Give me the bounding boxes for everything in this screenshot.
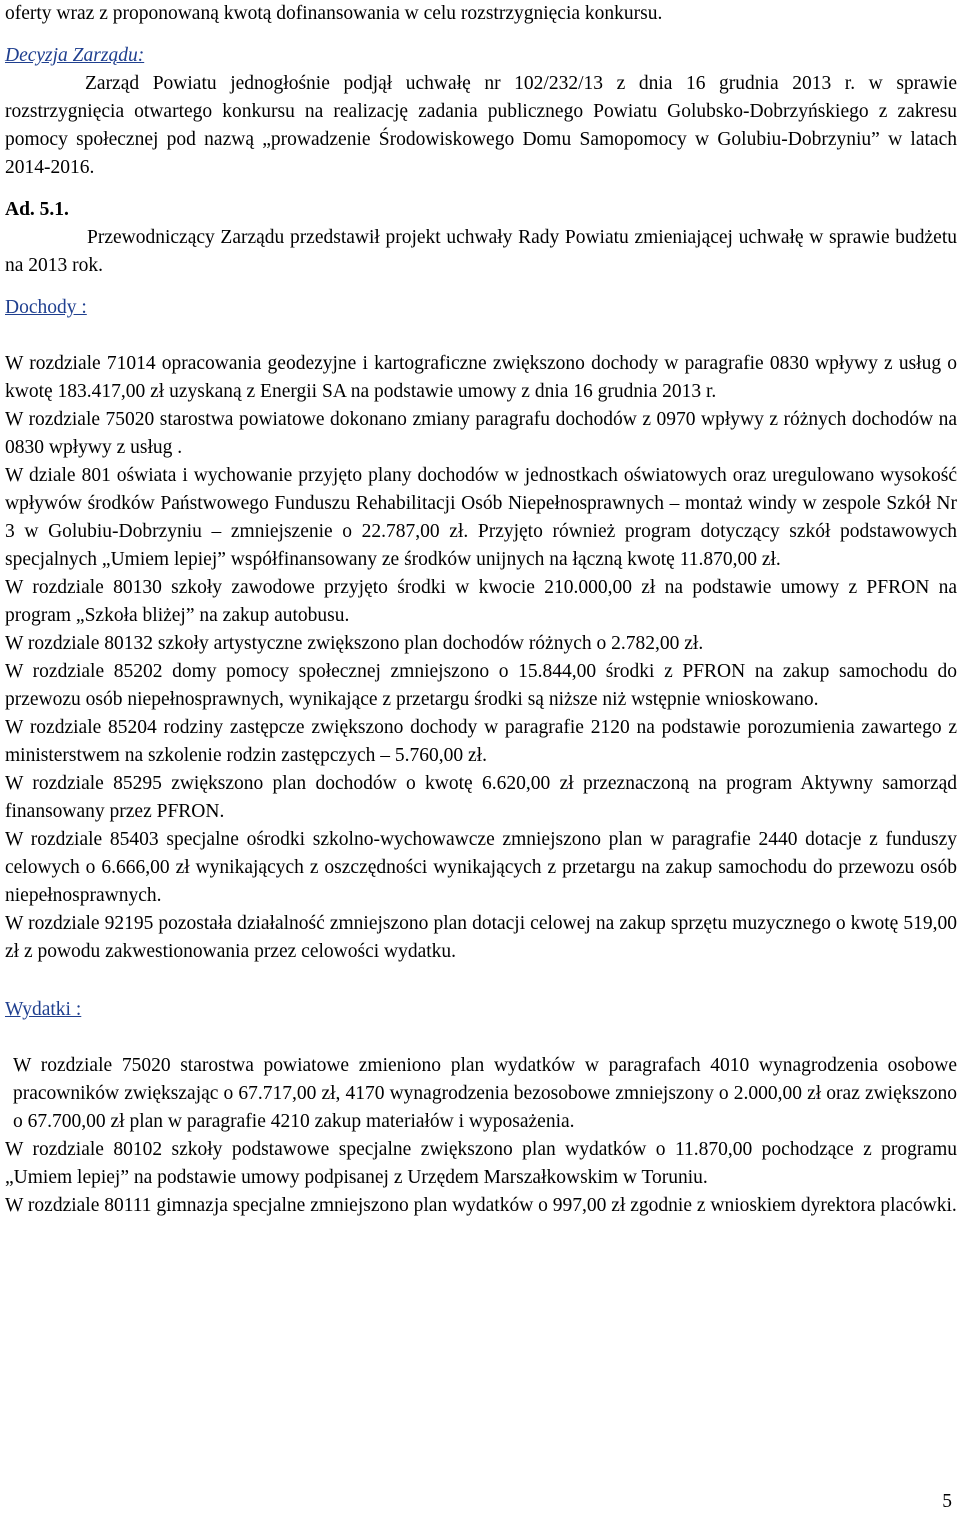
intro-line: oferty wraz z proponowaną kwotą dofinansowania w celu rozstrzygnięcia konkursu. bbox=[5, 3, 663, 24]
spacer bbox=[5, 322, 957, 350]
income-paragraph: W rozdziale 71014 opracowania geodezyjne i kartograficzne zwiększono dochody w paragrafie 0830 wpływy z usług o kwotę 183.417,00 zł uzyskaną z Energii SA na podstawie umowy z dnia 16 grudnia 2013 r. bbox=[5, 353, 957, 402]
spacer bbox=[5, 1024, 957, 1052]
decision-text: Zarząd Powiatu jednogłośnie podjął uchwałę nr 102/232/13 z dnia 16 grudnia 2013 r. w sprawie rozstrzygnięcia otwartego konkursu na realizację zadania publicznego Powiatu Golubsko-Dobrzyńskiego z zakresu pomocy społecznej pod nazwą „prowadzenie Środowiskowego Domu Samopomocy w Golubiu-Dobrzyniu” w latach 2014-2016. bbox=[5, 73, 957, 178]
expenses-paragraph: W rozdziale 75020 starostwa powiatowe zmieniono plan wydatków w paragrafach 4010 wynagrodzenia osobowe pracowników zwiększając o 67.717,00 zł, 4170 wynagrodzenia bezosobowe zmniejszony o 2.000,00 zł oraz zwiększono o 67.700,00 zł plan w paragrafie 4210 zakup materiałów i wyposażenia. bbox=[13, 1055, 957, 1132]
document-page bbox=[5, 0, 957, 1220]
ad-text: Przewodniczący Zarządu przedstawił projekt uchwały Rady Powiatu zmieniającej uchwałę w sprawie budżetu na 2013 rok. bbox=[5, 227, 957, 276]
page-number: 5 bbox=[942, 1491, 952, 1512]
spacer bbox=[5, 182, 957, 196]
spacer bbox=[5, 280, 957, 294]
expenses-paragraph: W rozdziale 80102 szkoły podstawowe specjalne zwiększono plan wydatków o 11.870,00 pochodzące z programu „Umiem lepiej” na podstawie umowy podpisanej z Urzędem Marszałkowskim w Toruniu. bbox=[5, 1139, 957, 1188]
spacer bbox=[5, 966, 957, 996]
income-paragraph: W rozdziale 80132 szkoły artystyczne zwiększono plan dochodów różnych o 2.782,00 zł. bbox=[5, 633, 704, 654]
income-paragraph: W rozdziale 85202 domy pomocy społecznej zmniejszono o 15.844,00 środki z PFRON na zakup samochodu do przewozu osób niepełnosprawnych, wynikające z przetargu środki są niższe niż wstępnie wnioskowano. bbox=[5, 661, 957, 710]
income-paragraph: W dziale 801 oświata i wychowanie przyjęto plany dochodów w jednostkach oświatowych oraz uregulowano wysokość wpływów środków Państwowego Funduszu Rehabilitacji Osób Niepełnosprawnych – montaż windy w zespole Szkół Nr 3 w Golubiu-Dobrzyniu – zmniejszenie o 22.787,00 zł. Przyjęto również program dotyczący szkół podstawowych specjalnych „Umiem lepiej” współfinansowany ze środków unijnych na łączną kwotę 11.870,00 zł. bbox=[5, 465, 957, 570]
income-paragraph: W rozdziale 80130 szkoły zawodowe przyjęto środki w kwocie 210.000,00 zł na podstawie umowy z PFRON na program „Szkoła bliżej” na zakup autobusu. bbox=[5, 577, 957, 626]
expenses-heading: Wydatki : bbox=[5, 999, 82, 1020]
expenses-paragraph: W rozdziale 80111 gimnazja specjalne zmniejszono plan wydatków o 997,00 zł zgodnie z wnioskiem dyrektora placówki. bbox=[5, 1195, 957, 1216]
income-paragraph: W rozdziale 85403 specjalne ośrodki szkolno-wychowawcze zmniejszono plan w paragrafie 2440 dotacje z funduszy celowych o 6.666,00 zł wynikających z oszczędności wynikających z przetargu na zakup samochodu do przewozu osób niepełnosprawnych. bbox=[5, 829, 957, 906]
income-paragraph: W rozdziale 75020 starostwa powiatowe dokonano zmiany paragrafu dochodów z 0970 wpływy z różnych dochodów na 0830 wpływy z usług . bbox=[5, 409, 957, 458]
income-heading: Dochody : bbox=[5, 297, 87, 318]
income-paragraph: W rozdziale 92195 pozostała działalność zmniejszono plan dotacji celowej na zakup sprzętu muzycznego o kwotę 519,00 zł z powodu zakwestionowania przez celowości wydatku. bbox=[5, 913, 957, 962]
income-paragraph: W rozdziale 85295 zwiększono plan dochodów o kwotę 6.620,00 zł przeznaczoną na program Aktywny samorząd finansowany przez PFRON. bbox=[5, 773, 957, 822]
decision-heading: Decyzja Zarządu: bbox=[5, 45, 145, 66]
income-paragraph: W rozdziale 85204 rodziny zastępcze zwiększono dochody w paragrafie 2120 na podstawie porozumienia zawartego z ministerstwem na szkolenie rodzin zastępczych – 5.760,00 zł. bbox=[5, 717, 957, 766]
ad-heading: Ad. 5.1. bbox=[5, 199, 69, 220]
spacer bbox=[5, 28, 957, 42]
